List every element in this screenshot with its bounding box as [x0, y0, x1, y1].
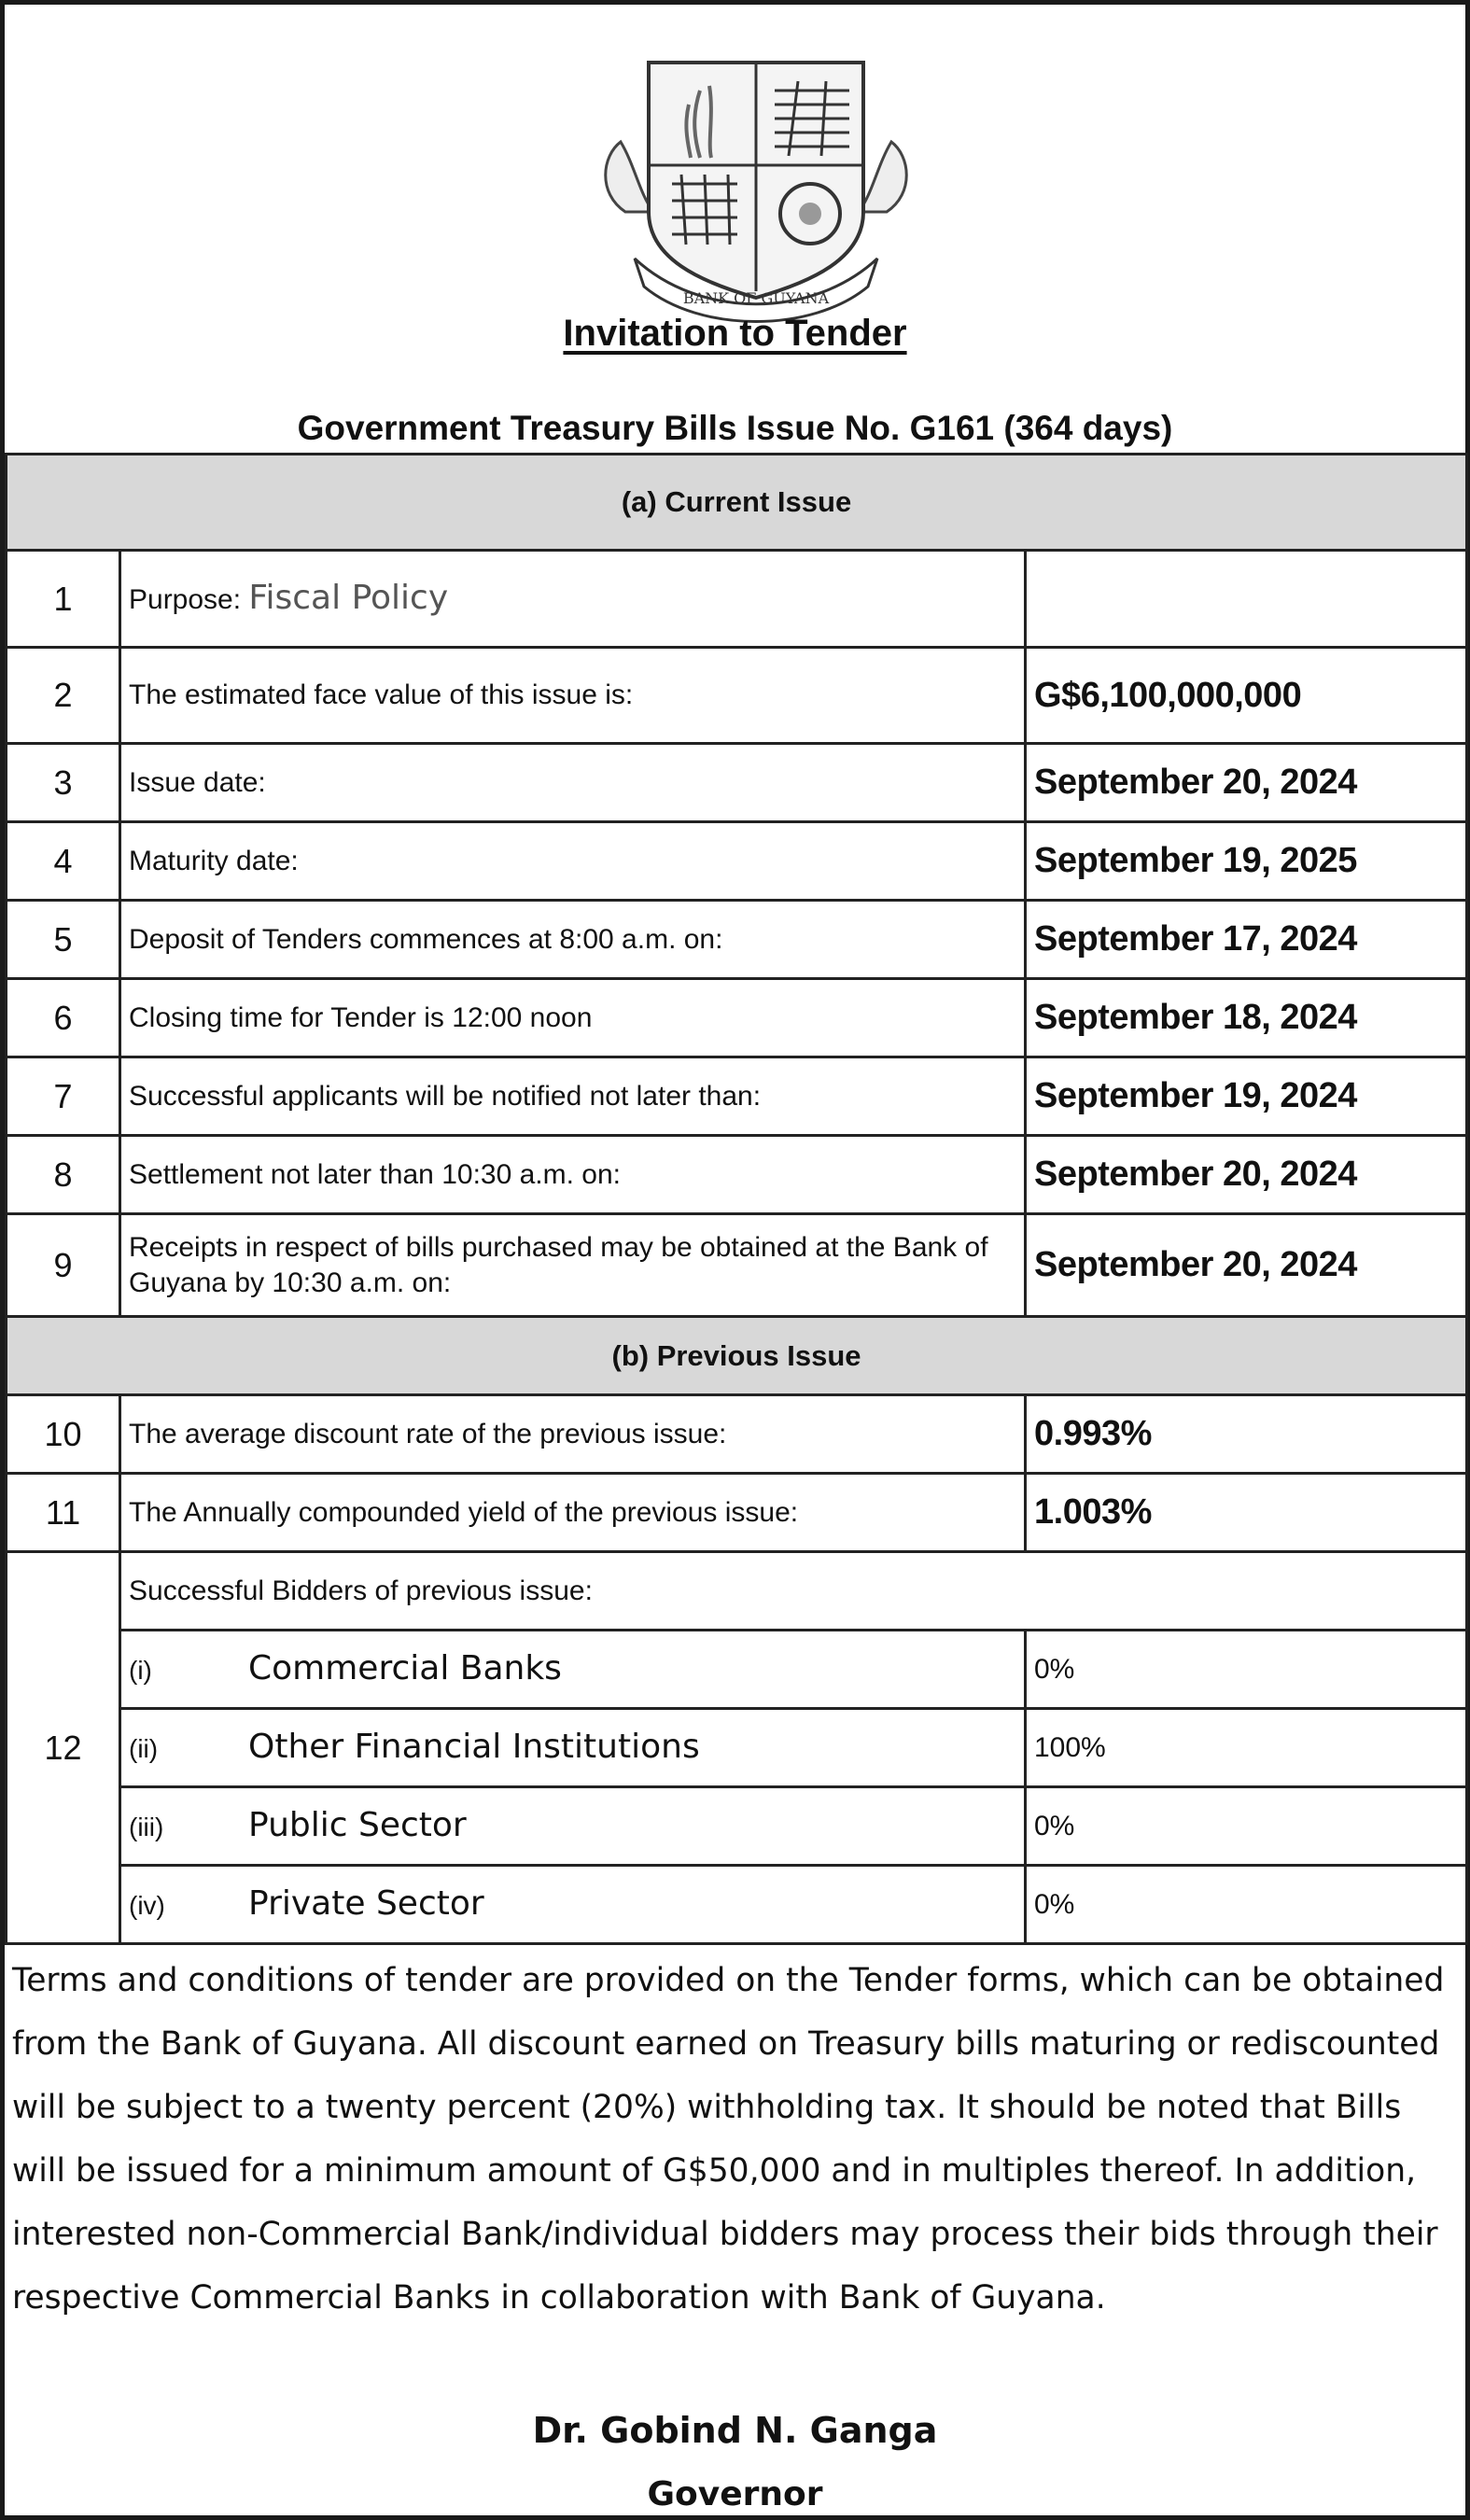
bidder-category: Private Sector [248, 1883, 484, 1923]
svg-text:BANK OF GUYANA: BANK OF GUYANA [682, 289, 830, 307]
purpose-label: Purpose: [129, 583, 242, 615]
section-header-current: (a) Current Issue [7, 455, 1467, 551]
bidder-roman: (i) [129, 1655, 152, 1685]
purpose-value: Fiscal Policy [248, 578, 449, 617]
bidder-category: Other Financial Institutions [248, 1727, 700, 1766]
table-row: 2 The estimated face value of this issue is: G$6,100,000,000 [7, 648, 1467, 744]
signatory-name: Dr. Gobind N. Ganga [532, 2410, 938, 2451]
bidder-roman: (iii) [129, 1812, 164, 1841]
table-row: 5 Deposit of Tenders commences at 8:00 a.m. on: September 17, 2024 [7, 901, 1467, 979]
bidder-roman: (iv) [129, 1890, 165, 1920]
table-row: 9 Receipts in respect of bills purchased may be obtained at the Bank of Guyana by 10:30 a.m. on: September 20, 2024 [7, 1214, 1467, 1317]
notice-title: Invitation to Tender [563, 313, 907, 354]
bidder-category: Commercial Banks [248, 1648, 562, 1687]
table-row: 11 The Annually compounded yield of the previous issue: 1.003% [7, 1474, 1467, 1552]
table-row: 8 Settlement not later than 10:30 a.m. on: September 20, 2024 [7, 1136, 1467, 1214]
table-row: 1 Purpose: Fiscal Policy [7, 551, 1467, 648]
bidder-row: (ii) Other Financial Institutions 100% [7, 1709, 1467, 1787]
table-row: 4 Maturity date: September 19, 2025 [7, 822, 1467, 901]
bidder-row: (i) Commercial Banks 0% [7, 1631, 1467, 1709]
bidder-category: Public Sector [248, 1805, 467, 1844]
tender-details-table [5, 453, 1468, 1945]
bidder-row: (iv) Private Sector 0% [7, 1866, 1467, 1944]
table-row: 10 The average discount rate of the previous issue: 0.993% [7, 1395, 1467, 1474]
terms-paragraph: Terms and conditions of tender are provided on the Tender forms, which can be obtained from the Bank of Guyana. All discount earned on Treasury bills maturing or rediscounted will be subject to a twenty percent (20%) withholding tax. It should be noted that Bills will be issued for a minimum amount of G$50,000 and in multiples thereof. In addition, interested non-Commercial Bank/individual bidders may process their bids through their respective Commercial Banks in collaboration with Bank of Guyana. [12, 1962, 1445, 2317]
bidders-header-row: 12 Successful Bidders of previous issue: [7, 1552, 1467, 1631]
bidder-row: (iii) Public Sector 0% [7, 1787, 1467, 1866]
signatory-title: Governor [647, 2475, 823, 2513]
table-row: 3 Issue date: September 20, 2024 [7, 744, 1467, 822]
table-row: 6 Closing time for Tender is 12:00 noon September 18, 2024 [7, 979, 1467, 1057]
table-row: 7 Successful applicants will be notified not later than: September 19, 2024 [7, 1057, 1467, 1136]
bidder-roman: (ii) [129, 1733, 159, 1763]
issue-subtitle: Government Treasury Bills Issue No. G161 (364 days) [297, 409, 1173, 447]
bank-of-guyana-crest-icon [597, 53, 915, 324]
section-header-previous: (b) Previous Issue [7, 1317, 1467, 1395]
